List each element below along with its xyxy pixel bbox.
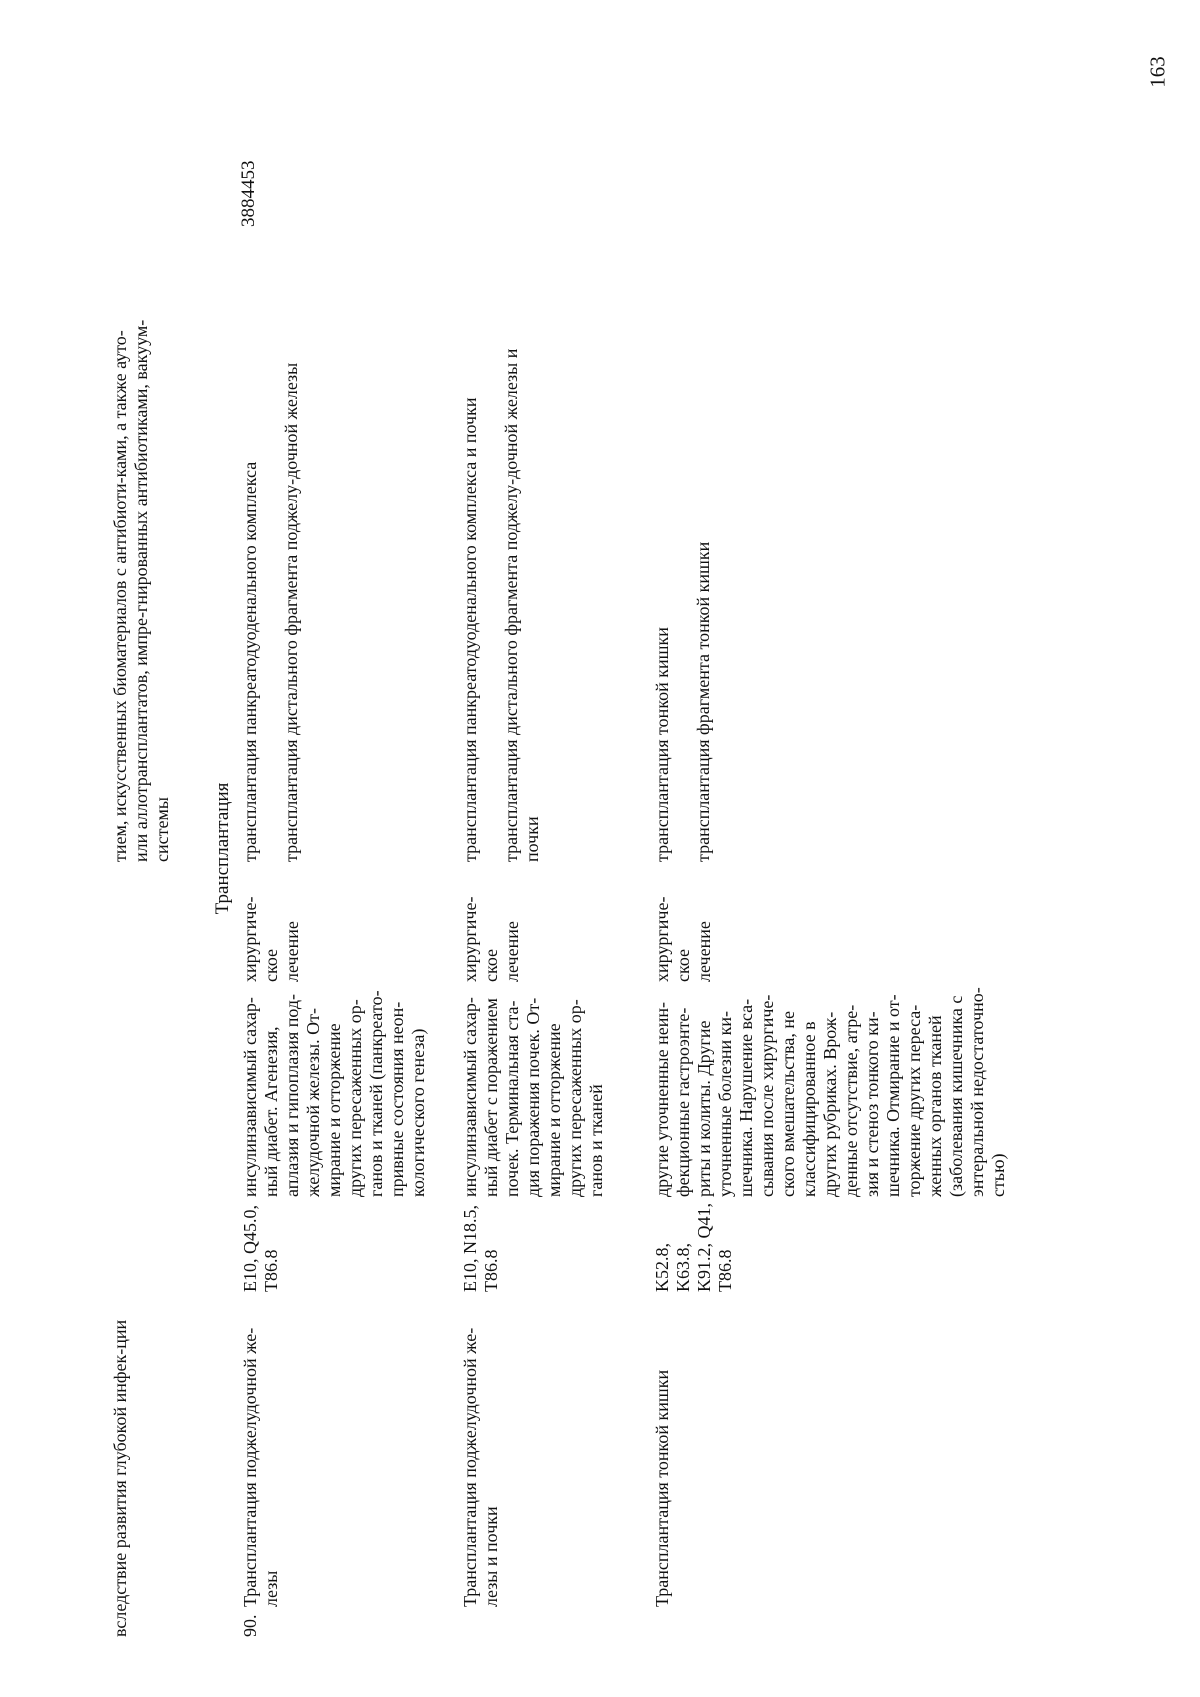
row-number: 90. [240,1614,260,1637]
section-title: Трансплантация [212,782,233,915]
row-2-method-2: трансплантация дистального фрагмента поджелу-дочной железы и почки [501,348,542,862]
row-2-method-1: трансплантация панкреатодуоденального комплекса и почки [460,397,480,862]
row-2-methods [460,302,543,862]
row-1-methods [240,302,302,862]
row-3-methods [652,302,714,862]
row-amount: 3884453 [238,160,259,227]
row-2-title: Трансплантация поджелудочной же-лезы и почки [460,1327,501,1607]
row-3-model: другие уточненные неин-фекционные гастроэнте-риты и колиты. Другие уточненные болезни ки-шечника. Нарушение вса-сывания после хирургиче-ского вмешательства, не классифицированное в других рубриках. Врож-денные отсутствие, атре-зия и стеноз тонкого ки-шечника. Отмирание и от-торжение других переса-женных органов тканей (заболевания кишечника с энтеральной недостаточно-стью) [652,987,1008,1197]
row-1-title: Трансплантация поджелудочной же-лезы [240,1327,281,1607]
row-1-model: инсулинзависимый сахар-ный диабет. Агенезия, аплазия и гипоплазия под-желудочной железы. От-мирание и отторжение других пересаженных ор-ганов и тканей (панкреато-привные состояния неон-кологического генеза) [240,990,428,1197]
row-1-method-2: трансплантация дистального фрагмента поджелу-дочной железы [281,362,301,862]
carryover-title: вследствие развития глубокой инфек-ции [110,1319,130,1637]
row-3-title: Трансплантация тонкой кишки [652,1369,672,1607]
row-2-model: инсулинзависимый сахар-ный диабет с поражением почек. Терминальная ста-дия поражения почек. От-мирание и отторжение других пересаженных ор-ганов и тканей [460,997,606,1197]
row-1-type: хирургиче-ское лечение [240,896,302,982]
carryover-method: тием, искусственных биоматериалов с антибиоти-ками, а также ауто- или аллотрансплантатов, импре-гнированных антибиотиками, вакуум-системы [110,319,172,862]
row-2-codes: E10, N18.5, T86.8 [460,1205,501,1292]
row-3-type: хирургиче-ское лечение [652,896,714,982]
row-3-method-1: трансплантация тонкой кишки [652,627,672,862]
row-3-method-2: трансплантация фрагмента тонкой кишки [693,541,713,862]
row-3-codes: K52.8, K63.8, K91.2, Q41, T86.8 [652,1203,735,1292]
row-2-type: хирургиче-ское лечение [460,896,522,982]
row-1-codes: E10, Q45.0, T86.8 [240,1205,281,1292]
row-1-method-1: трансплантация панкреатодуоденального комплекса [240,461,260,862]
page-number: 163 [1145,56,1170,88]
